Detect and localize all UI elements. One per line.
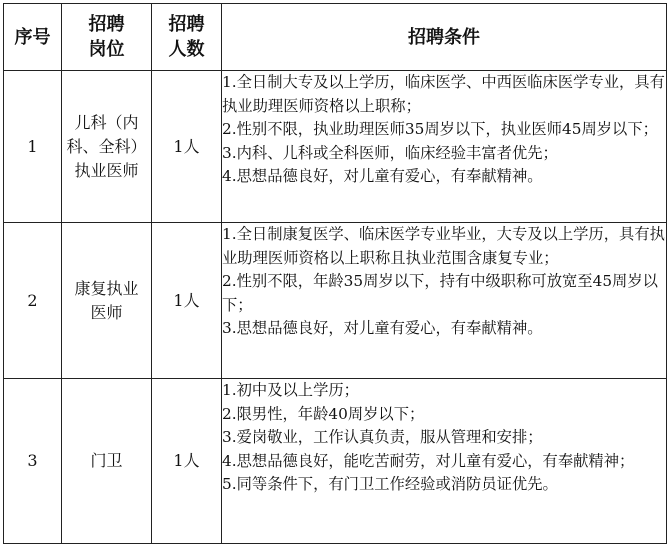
requirement-item: 1.全日制康复医学、临床医学专业毕业，大专及以上学历，具有执业助理医师资格以上职称且执业范围含康复专业； [222, 225, 665, 267]
row-count: 1人 [152, 71, 222, 223]
row-index: 2 [4, 223, 62, 379]
recruitment-table [3, 3, 667, 544]
table-row [4, 223, 667, 379]
requirement-item: 2.性别不限，年龄35周岁以下，持有中级职称可放宽至45周岁以下； [222, 272, 658, 314]
header-index: 序号 [4, 4, 62, 71]
row-count: 1人 [152, 223, 222, 379]
requirement-item: 5.同等条件下，有门卫工作经验或消防员证优先。 [222, 475, 558, 493]
requirement-item: 3.爱岗敬业，工作认真负责，服从管理和安排； [222, 428, 543, 446]
requirement-item: 1.初中及以上学历； [222, 381, 359, 399]
row-index: 3 [4, 379, 62, 544]
header-count: 招聘 人数 [152, 4, 222, 71]
requirement-item: 3.内科、儿科或全科医师，临床经验丰富者优先； [222, 143, 558, 162]
table-row [4, 71, 667, 223]
requirement-item: 4.思想品德良好，对儿童有爱心，有奉献精神。 [222, 167, 543, 185]
requirement-item: 1.全日制大专及以上学历，临床医学、中西医临床医学专业，具有执业助理医师资格以上职称； [222, 73, 665, 115]
requirement-item: 2.性别不限，执业助理医师35周岁以下，执业医师45周岁以下； [222, 120, 658, 138]
table-row [4, 379, 667, 544]
row-position: 儿科（内 科、全科） 执业医师 [62, 71, 152, 223]
requirement-item: 2.限男性，年龄40周岁以下； [222, 404, 425, 423]
header-position: 招聘 岗位 [62, 4, 152, 71]
header-requirements: 招聘条件 [222, 4, 667, 71]
row-position: 康复执业 医师 [62, 223, 152, 379]
requirement-item: 3.思想品德良好，对儿童有爱心，有奉献精神。 [222, 319, 543, 337]
row-position: 门卫 [62, 379, 152, 544]
row-requirements [222, 71, 667, 223]
row-requirements [222, 223, 667, 379]
row-requirements [222, 379, 667, 544]
row-index: 1 [4, 71, 62, 223]
header-row [4, 4, 667, 71]
requirement-item: 4.思想品德良好，能吃苦耐劳，对儿童有爱心，有奉献精神； [222, 451, 635, 470]
row-count: 1人 [152, 379, 222, 544]
